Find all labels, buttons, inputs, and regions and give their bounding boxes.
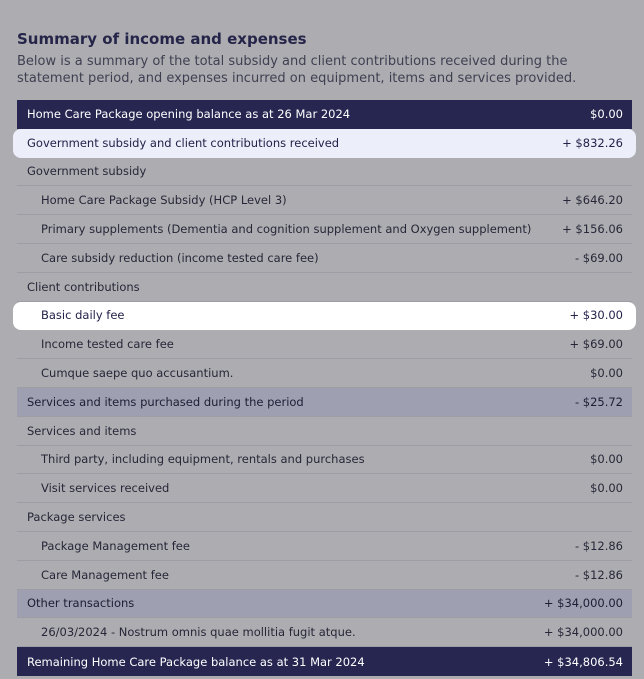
section-title: Summary of income and expenses bbox=[17, 30, 307, 48]
government-subsidy-heading bbox=[17, 158, 632, 187]
row-label: 26/03/2024 - Nostrum omnis quae mollitia fugit atque. bbox=[41, 625, 356, 640]
row-label: Visit services received bbox=[41, 481, 170, 496]
row-value: + $69.00 bbox=[569, 337, 623, 352]
row-label: Government subsidy bbox=[27, 164, 147, 179]
row-value: + $832.26 bbox=[562, 135, 623, 150]
row-value: $0.00 bbox=[590, 452, 623, 467]
services-and-items-heading bbox=[17, 417, 632, 446]
row-value: - $69.00 bbox=[574, 250, 623, 265]
row-label: Remaining Home Care Package balance as at 31 Mar 2024 bbox=[27, 654, 365, 669]
row-label: Services and items purchased during the period bbox=[27, 394, 304, 409]
section-description: Below is a summary of the total subsidy and client contributions received during the statement period, and expenses incurred on equipment, items and services provided. bbox=[17, 54, 577, 86]
row-value: - $25.72 bbox=[574, 394, 623, 409]
row-label: Package services bbox=[27, 510, 126, 525]
row-value: + $30.00 bbox=[569, 308, 623, 323]
row-label: Client contributions bbox=[27, 279, 140, 294]
row-label: Income tested care fee bbox=[41, 337, 174, 352]
income-expenses-table bbox=[17, 100, 632, 676]
row-value: $0.00 bbox=[590, 366, 623, 381]
summary-header bbox=[17, 29, 632, 87]
row-value: $0.00 bbox=[590, 106, 623, 121]
income-tested-care-fee-row bbox=[17, 330, 632, 359]
services-items-purchased-row bbox=[17, 388, 632, 417]
row-value: $0.00 bbox=[590, 481, 623, 496]
row-label: Home Care Package opening balance as at 26 Mar 2024 bbox=[27, 106, 351, 121]
row-label: Basic daily fee bbox=[41, 308, 125, 323]
row-label: Government subsidy and client contributions received bbox=[27, 135, 340, 150]
care-management-fee-row bbox=[17, 561, 632, 590]
row-value: + $34,000.00 bbox=[543, 596, 623, 611]
row-label: Care Management fee bbox=[41, 567, 169, 582]
row-value: + $34,806.54 bbox=[543, 654, 623, 669]
primary-supplements-row bbox=[17, 215, 632, 244]
package-services-heading bbox=[17, 503, 632, 532]
row-value: - $12.86 bbox=[574, 538, 623, 553]
remaining-balance-row bbox=[17, 647, 632, 676]
row-value: + $156.06 bbox=[562, 222, 623, 237]
row-label: Home Care Package Subsidy (HCP Level 3) bbox=[41, 193, 287, 208]
row-label: Services and items bbox=[27, 423, 137, 438]
visit-services-row bbox=[17, 474, 632, 503]
care-subsidy-reduction-row bbox=[17, 244, 632, 273]
row-value: + $646.20 bbox=[562, 193, 623, 208]
third-party-row bbox=[17, 446, 632, 475]
opening-balance-row bbox=[17, 100, 632, 129]
row-label: Care subsidy reduction (income tested care fee) bbox=[41, 250, 319, 265]
basic-daily-fee-row[interactable] bbox=[13, 302, 636, 331]
row-label: Primary supplements (Dementia and cognition supplement and Oxygen supplement) bbox=[41, 222, 532, 237]
row-label: Cumque saepe quo accusantium. bbox=[41, 366, 234, 381]
row-label: Other transactions bbox=[27, 596, 135, 611]
row-value: + $34,000.00 bbox=[543, 625, 623, 640]
transaction-row bbox=[17, 618, 632, 647]
hcp-subsidy-row bbox=[17, 186, 632, 215]
client-contributions-heading bbox=[17, 273, 632, 302]
row-value: - $12.86 bbox=[574, 567, 623, 582]
row-label: Third party, including equipment, rentals and purchases bbox=[41, 452, 365, 467]
other-contribution-row bbox=[17, 359, 632, 388]
row-label: Package Management fee bbox=[41, 538, 190, 553]
other-transactions-row bbox=[17, 590, 632, 619]
package-management-fee-row bbox=[17, 532, 632, 561]
subsidy-contributions-total-row[interactable] bbox=[13, 129, 636, 158]
